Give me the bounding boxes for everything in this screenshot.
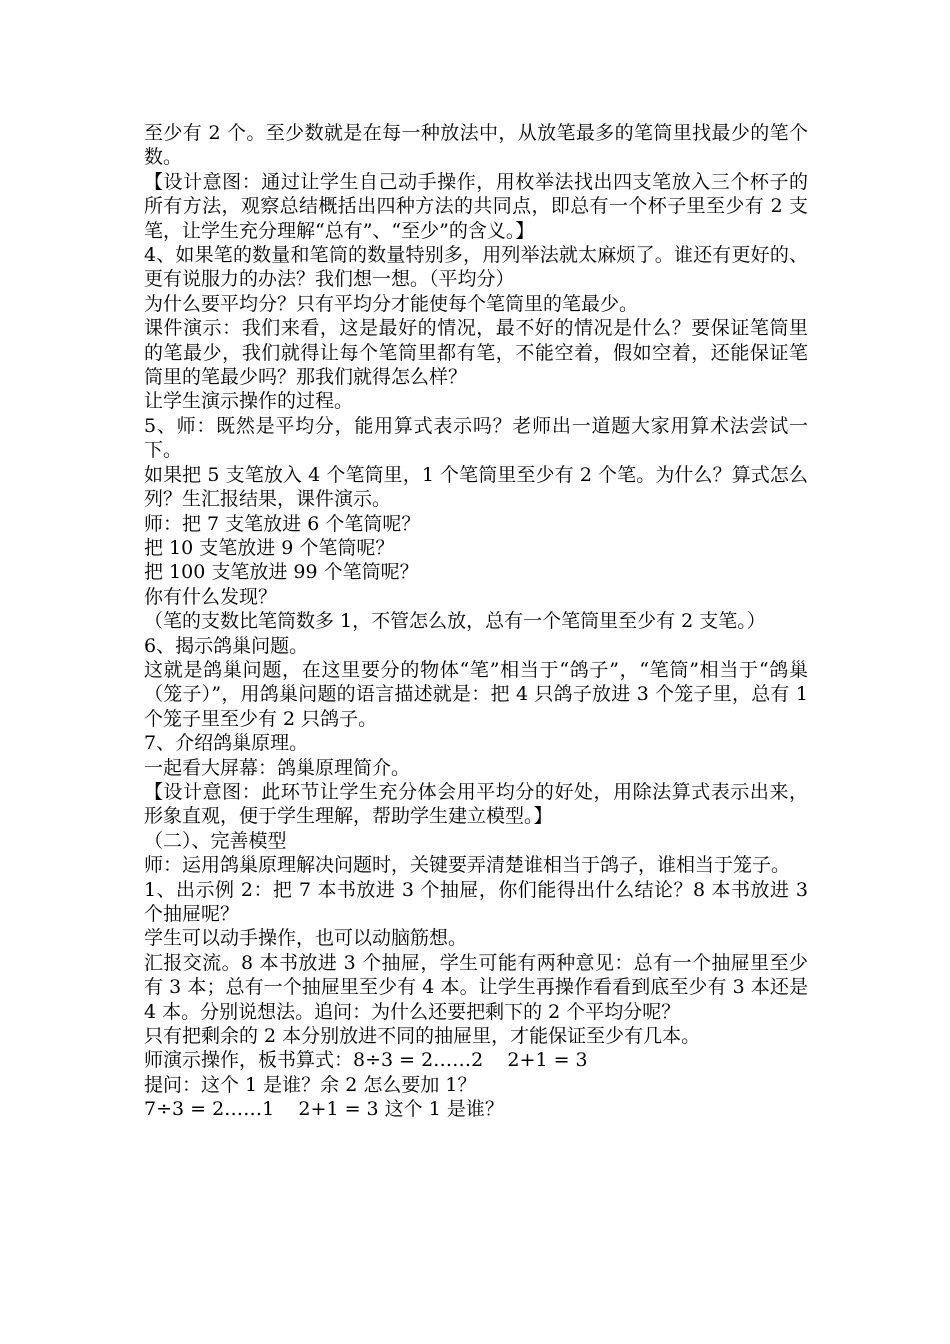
- heading-step-6: 6、揭示鸽巢问题。: [144, 634, 309, 657]
- paragraph-teacher-key-point: 师：运用鸽巢原理解决问题时，关键要弄清楚谁相当于鸽子，谁相当于笼子。: [144, 854, 791, 877]
- document-body: [144, 121, 815, 1122]
- paragraph-10-pens: 把 10 支笔放进 9 个笔筒呢？: [144, 536, 395, 559]
- heading-step-7: 7、介绍鸽巢原理。: [144, 732, 309, 755]
- paragraph-formula-8-div-3: 师演示操作，板书算式：8÷3 = 2……2 2+1 = 3: [144, 1049, 588, 1072]
- paragraph-why-average: 为什么要平均分？只有平均分才能使每个笔筒里的笔最少。: [144, 292, 639, 315]
- paragraph-example-5-pens: 如果把 5 支笔放入 4 个笔筒里，1 个笔筒里至少有 2 个笔。为什么？算式怎么列？生汇报结果，课件演示。: [144, 463, 808, 511]
- paragraph-student-demo: 让学生演示操作的过程。: [144, 390, 354, 413]
- paragraph-big-screen: 一起看大屏幕：鸽巢原理简介。: [144, 756, 411, 779]
- paragraph-pigeonhole-problem: 这就是鸽巢问题，在这里要分的物体“笔”相当于“鸽子”，“笔筒”相当于“鸽巢（笼子）”，用鸽巢问题的语言描述就是：把 4 只鸽子放进 3 个笼子里，总有 1 个笼子里至少有 2 只鸽子。: [144, 658, 815, 730]
- paragraph-courseware-demo: 课件演示：我们来看，这是最好的情况，最不好的情况是什么？要保证笔筒里的笔最少，我们就得让每个笔筒里都有笔，不能空着，假如空着，还能保证笔筒里的笔最少吗？那我们就得怎么样？: [144, 317, 808, 389]
- paragraph-step-5: 5、师：既然是平均分，能用算式表示吗？老师出一道题大家用算术法尝试一下。: [144, 414, 808, 462]
- paragraph-100-pens: 把 100 支笔放进 99 个笔筒呢？: [144, 561, 419, 584]
- design-intent-paragraph-2: 【设计意图：此环节让学生充分体会用平均分的好处，用除法算式表示出来，形象直观，便于学生理解，帮助学生建立模型。】: [144, 780, 808, 828]
- paragraph-report-exchange: 汇报交流。8 本书放进 3 个抽屉，学生可能有两种意见：总有一个抽屉里至少有 3 本；总有一个抽屉里至少有 4 本。让学生再操作看看到底至少有 3 本还是 4 本。分别说想法。追问：为什么还要把剩下的 2 个平均分呢？: [144, 951, 815, 1023]
- paragraph-question-add-one: 提问：这个 1 是谁？余 2 怎么要加 1？: [144, 1073, 477, 1096]
- paragraph-7-pens: 师：把 7 支笔放进 6 个笔筒呢？: [144, 512, 421, 535]
- design-intent-paragraph-1: 【设计意图：通过让学生自己动手操作，用枚举法找出四支笔放入三个杯子的所有方法，观察总结概括出四种方法的共同点，即总有一个杯子里至少有 2 支笔，让学生充分理解“总有”、“至少”的含义。】: [144, 170, 808, 242]
- paragraph-discovery-question: 你有什么发现？: [144, 585, 278, 608]
- paragraph-1: 至少有 2 个。至少数就是在每一种放法中，从放笔最多的笔筒里找最少的笔个数。: [144, 122, 808, 169]
- paragraph-remainder: 只有把剩余的 2 本分别放进不同的抽屉里，才能保证至少有几本。: [144, 1025, 701, 1048]
- paragraph-hands-on: 学生可以动手操作，也可以动脑筋想。: [144, 927, 468, 950]
- paragraph-step-4: 4、如果笔的数量和笔筒的数量特别多，用列举法就太麻烦了。谁还有更好的、更有说服力的办法？我们想一想。（平均分）: [144, 244, 808, 291]
- section-heading-refine-model: （二）、完善模型: [144, 829, 287, 852]
- paragraph-example-2: 1、出示例 2：把 7 本书放进 3 个抽屉，你们能得出什么结论？8 本书放进 3 个抽屉呢？: [144, 878, 815, 925]
- paragraph-formula-7-div-3: 7÷3 = 2……1 2+1 = 3 这个 1 是谁？: [144, 1098, 504, 1121]
- paragraph-discovery-answer: （笔的支数比笔筒数多 1，不管怎么放，总有一个笔筒里至少有 2 支笔。）: [144, 610, 766, 633]
